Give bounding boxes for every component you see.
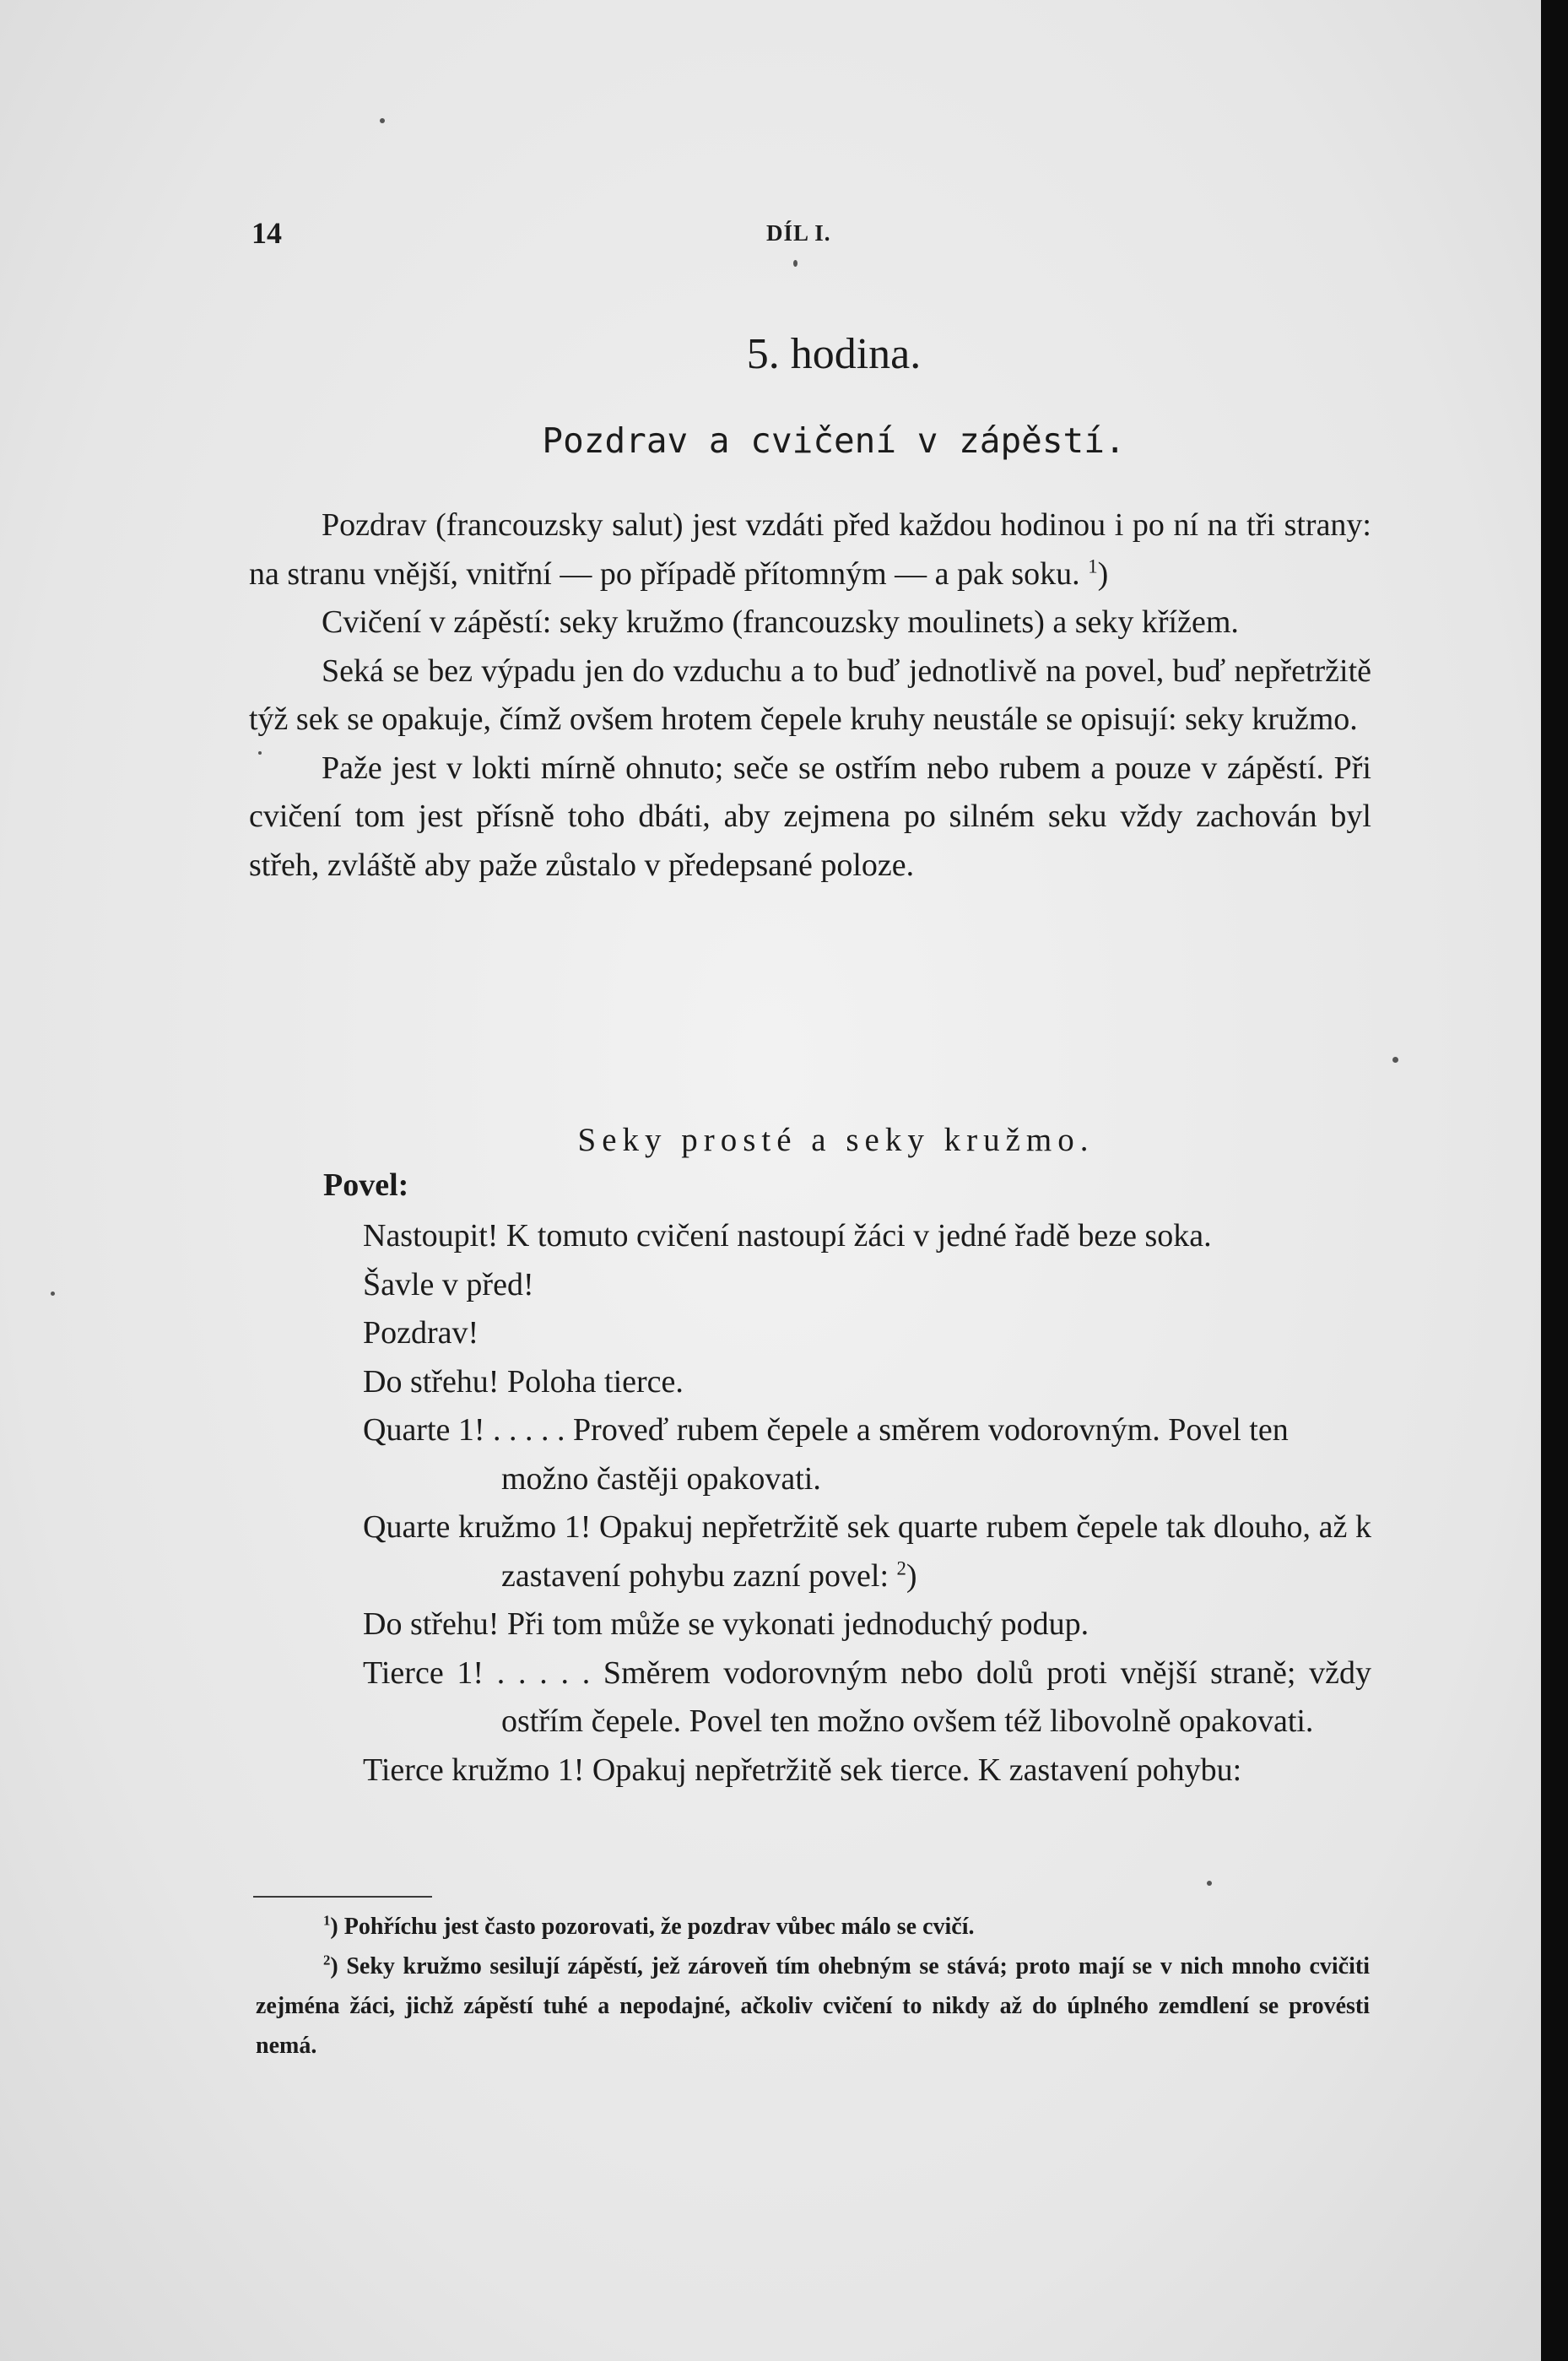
page-number: 14 <box>251 216 282 250</box>
footnote-divider <box>253 1896 432 1898</box>
command-item: Nastoupit! K tomuto cvičení nastoupí žáci v jedné řadě beze soka. <box>363 1218 1212 1254</box>
command-item: Quarte kružmo 1! Opakuj nepřetržitě sek quarte rubem čepele tak dlouho, až k zastavení pohybu zazní povel: $^2$) <box>363 1509 1371 1594</box>
chapter-subtitle: Pozdrav a cvičení v zápěstí. <box>542 420 1126 461</box>
paper-speck <box>1207 1881 1212 1886</box>
command-item: Šavle v před! <box>363 1266 534 1302</box>
book-spine-shadow <box>1541 0 1568 2361</box>
paper-speck <box>380 118 385 123</box>
command-label: Povel: <box>323 1167 409 1203</box>
paragraph: Seká se bez výpadu jen do vzduchu a to buď jednotlivě na povel, buď nepřetržitě týž sek se opakuje, čímž ovšem hrotem čepele kruhy neustále se opisují: seky kružmo. <box>249 653 1371 737</box>
command-item: Pozdrav! <box>363 1315 479 1351</box>
paragraph: Cvičení v zápěstí: seky kružmo (francouzsky moulinets) a seky křížem. <box>322 604 1239 640</box>
command-item: Do střehu! Při tom může se vykonati jednoduchý podup. <box>363 1606 1089 1642</box>
command-item: Tierce kružmo 1! Opakuj nepřetržitě sek tierce. K zastavení pohybu: <box>363 1752 1242 1788</box>
command-list <box>363 1212 1371 1795</box>
command-item: Quarte 1! . . . . . Proveď rubem čepele a směrem vodorovným. Povel ten možno častěji opakovati. <box>363 1412 1289 1497</box>
paper-speck <box>51 1292 55 1296</box>
section-heading: Seky prosté a seky kružmo. <box>577 1122 1095 1158</box>
running-head: DÍL I. <box>766 220 831 246</box>
footnote: $^1$) Pohříchu jest často pozorovati, že pozdrav vůbec málo se cvičí. <box>323 1912 975 1940</box>
paper-speck <box>258 751 262 755</box>
footnote-ref[interactable]: 1 <box>1088 555 1098 577</box>
footnote-ref[interactable]: 2 <box>896 1557 906 1579</box>
paper-speck <box>1392 1057 1398 1063</box>
body-text <box>249 501 1371 890</box>
footnote-mark: 2 <box>323 1952 331 1968</box>
footnote-mark: 1 <box>323 1912 331 1929</box>
footnotes <box>256 1907 1370 2066</box>
paragraph: Pozdrav (francouzsky salut) jest vzdáti před každou hodinou i po ní na tři strany: na stranu vnější, vnitřní — po případě přítomným — a pak soku. $^1$) <box>249 507 1371 592</box>
command-item: Tierce 1! . . . . . Směrem vodorovným nebo dolů proti vnější straně; vždy ostřím čepele. Povel ten možno ovšem též libovolně opakovati. <box>363 1654 1371 1739</box>
paper-speck <box>793 260 798 267</box>
footnote: $^2$) Seky kružmo sesilují zápěstí, jež zároveň tím ohebným se stává; proto mají se v nich mnoho cvičiti zejména žáci, jichž zápěstí tuhé a nepodajné, ačkoliv cvičení to nikdy až do úplného zemdlení se provésti nemá. <box>256 1952 1370 2059</box>
page-header <box>0 215 1541 257</box>
command-item: Do střehu! Poloha tierce. <box>363 1363 684 1400</box>
chapter-title: 5. hodina. <box>746 330 922 378</box>
paragraph: Paže jest v lokti mírně ohnuto; seče se ostřím nebo rubem a pouze v zápěstí. Při cvičení tom jest přísně toho dbáti, aby zejmena po silném seku vždy zachován byl střeh, zvláště aby paže zůstalo v předepsané poloze. <box>249 750 1371 883</box>
